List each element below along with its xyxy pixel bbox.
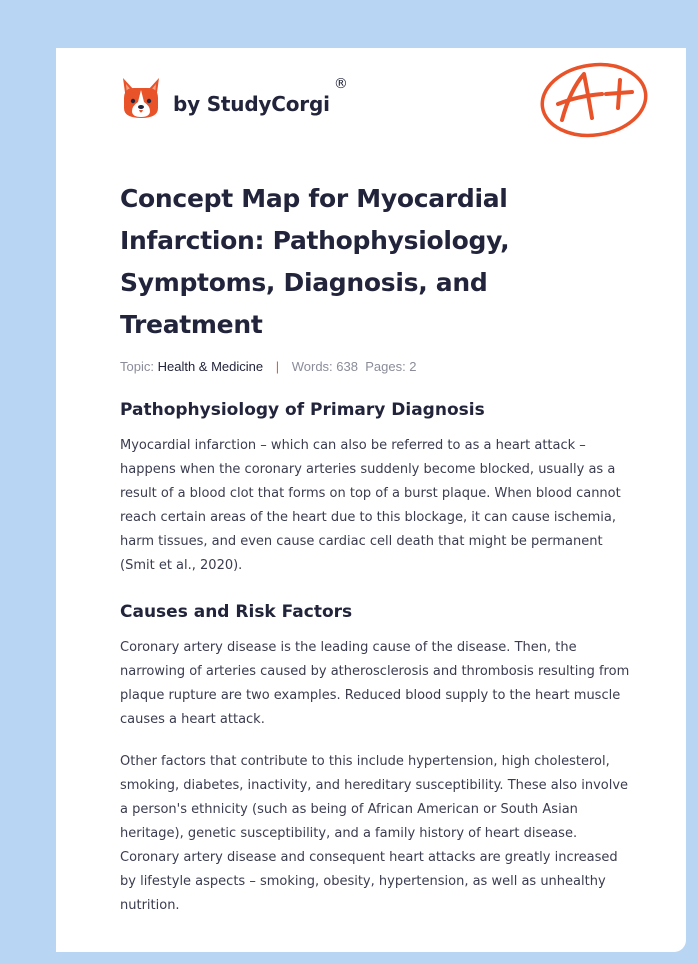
topic-label: Topic: — [120, 359, 154, 374]
section-heading-causes: Causes and Risk Factors — [120, 602, 353, 622]
section-paragraph: Other factors that contribute to this include hypertension, high cholesterol, smoking, diabetes, inactivity, and hereditary susceptibility. These also involve a person's ethnicity (such as being of African American or South Asian heritage), genetic susceptibility, and a family history of heart disease. Coronary artery disease and consequent heart attacks are greatly increased by lifestyle aspects – smoking, obesity, hypertension, as well as unhealthy nutrition. — [120, 754, 629, 913]
studycorgi-logo[interactable] — [120, 76, 348, 120]
registered-mark: ® — [333, 76, 348, 92]
section-paragraph: Myocardial infarction – which can also be referred to as a heart attack – happens when the coronary arteries suddenly become blocked, usually as a result of a blood clot that forms on top of a burst plaque. When blood cannot reach certain areas of the heart due to this blockage, it can cause ischemia, harm tissues, and even cause cardiac cell death that might be permanent (Smit et al., 2020). — [120, 438, 621, 573]
word-count: Words: 638 — [291, 359, 358, 374]
page-header — [120, 74, 650, 154]
article-title: Concept Map for Myocardial Infarction: Pathophysiology, Symptoms, Diagnosis, and Treatment — [120, 184, 510, 339]
section-paragraph: Coronary artery disease is the leading cause of the disease. Then, the narrowing of arteries caused by atherosclerosis and thrombosis resulting from plaque rupture are two examples. Reduced blood supply to the heart muscle causes a heart attack. — [120, 640, 630, 727]
topic-link[interactable]: Health & Medicine — [157, 359, 264, 374]
brand-name: by StudyCorgi ® — [173, 76, 348, 116]
page-count: Pages: 2 — [365, 359, 417, 374]
section-heading-pathophysiology: Pathophysiology of Primary Diagnosis — [120, 400, 485, 420]
a-plus-grade-icon — [540, 60, 650, 140]
corgi-logo-icon — [120, 76, 162, 120]
document-page — [56, 48, 686, 952]
meta-separator: | — [275, 359, 280, 374]
article — [120, 178, 632, 918]
article-meta — [120, 358, 632, 376]
